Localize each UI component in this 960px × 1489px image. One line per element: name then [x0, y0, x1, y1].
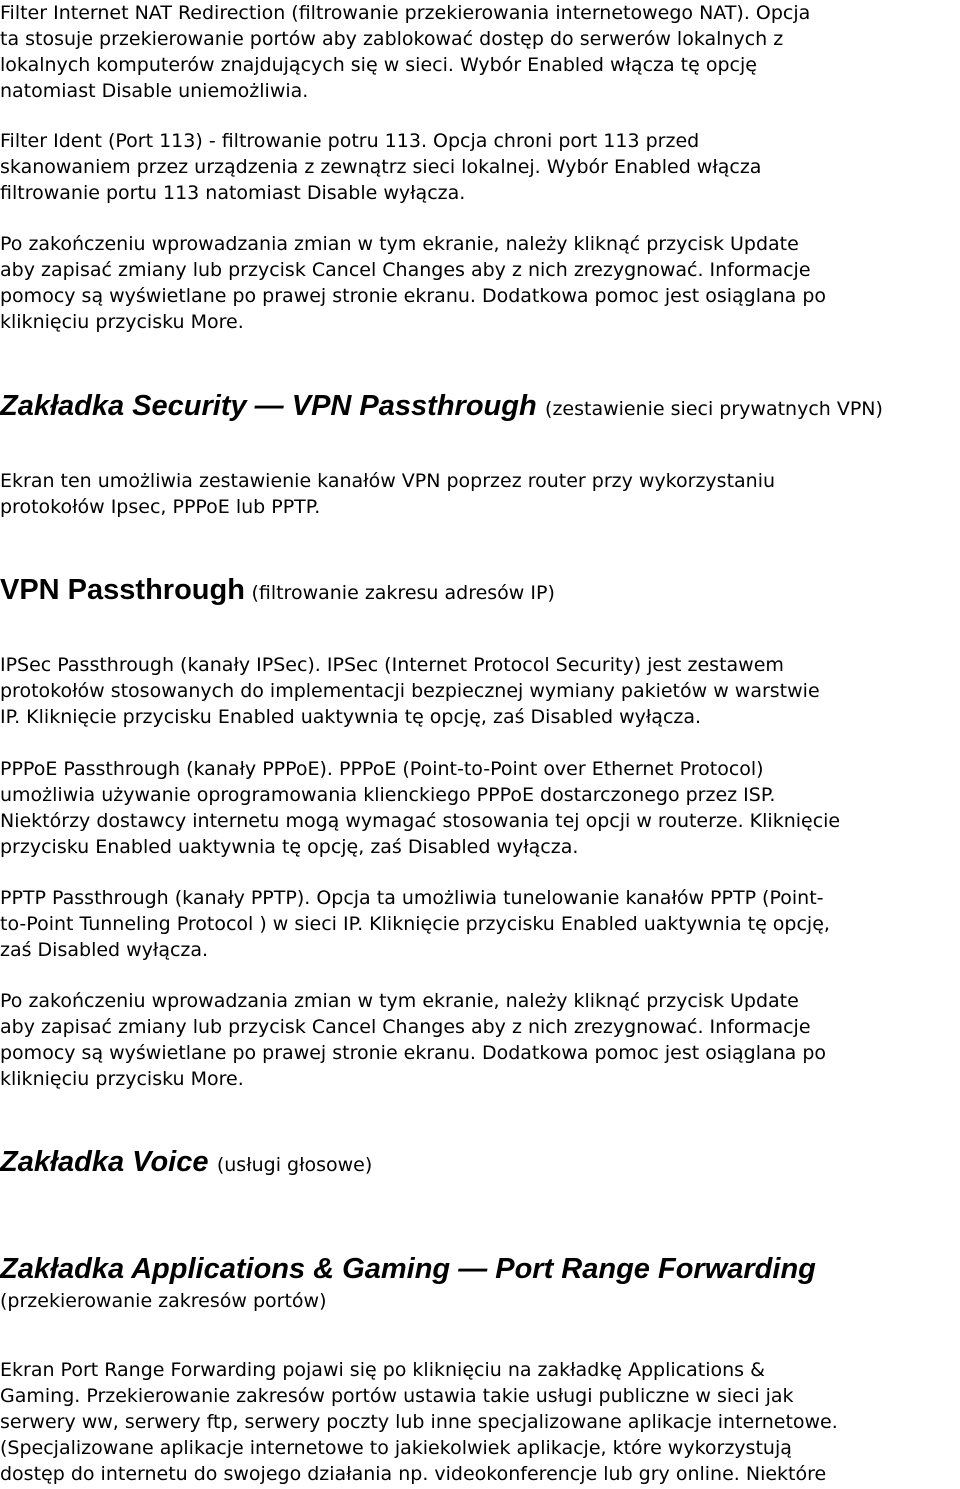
- section-heading-voice: [0, 1146, 372, 1179]
- text-line: Filter Ident (Port 113) - filtrowanie potru 113. Opcja chroni port 113 przed: [0, 130, 700, 152]
- text-line: serwery ww, serwery ftp, serwery poczty lub inne specjalizowane aplikacje internetowe.: [0, 1411, 838, 1433]
- text-line: Filter Internet NAT Redirection (filtrowanie przekierowania internetowego NAT). Opcja: [0, 2, 811, 24]
- text-line: aby zapisać zmiany lub przycisk Cancel Changes aby z nich zrezygnować. Informacje: [0, 1016, 811, 1038]
- text-line: dostęp do internetu do swojego działania np. videokonferencje lub gry online. Niektóre: [0, 1463, 827, 1485]
- text-line: Ekran Port Range Forwarding pojawi się po kliknięciu na zakładkę Applications &: [0, 1359, 765, 1381]
- text-line: IPSec Passthrough (kanały IPSec). IPSec (Internet Protocol Security) jest zestawem: [0, 654, 784, 676]
- port-range-paragraph: [0, 1357, 960, 1487]
- text-line: Ekran ten umożliwia zestawienie kanałów VPN poprzez router przy wykorzystaniu: [0, 470, 776, 492]
- text-line: IP. Kliknięcie przycisku Enabled uaktywnia tę opcję, zaś Disabled wyłącza.: [0, 706, 702, 728]
- ipsec-paragraph: [0, 652, 960, 730]
- text-line: lokalnych komputerów znajdujących się w sieci. Wybór Enabled włącza tę opcję: [0, 54, 757, 76]
- text-line: PPPoE Passthrough (kanały PPPoE). PPPoE (Point-to-Point over Ethernet Protocol): [0, 758, 764, 780]
- text-line: Po zakończeniu wprowadzania zmian w tym ekranie, należy kliknąć przycisk Update: [0, 233, 799, 255]
- text-line: PPTP Passthrough (kanały PPTP). Opcja ta umożliwia tunelowanie kanałów PPTP (Point-: [0, 887, 824, 909]
- text-line: protokołów Ipsec, PPPoE lub PPTP.: [0, 496, 321, 518]
- text-line: filtrowanie portu 113 natomiast Disable wyłącza.: [0, 182, 466, 204]
- heading-subtitle: (przekierowanie zakresów portów): [0, 1290, 327, 1312]
- text-line: skanowaniem przez urządzenia z zewnątrz sieci lokalnej. Wybór Enabled włącza: [0, 156, 762, 178]
- filter-nat-paragraph: [0, 0, 960, 104]
- text-line: Po zakończeniu wprowadzania zmian w tym ekranie, należy kliknąć przycisk Update: [0, 990, 799, 1012]
- filter-ident-paragraph: [0, 128, 960, 206]
- text-line: protokołów stosowanych do implementacji bezpiecznej wymiany pakietów w warstwie: [0, 680, 820, 702]
- text-line: umożliwia używanie oprogramowania klienckiego PPPoE dostarczonego przez ISP.: [0, 784, 776, 806]
- update-info-paragraph: [0, 231, 960, 335]
- text-line: ta stosuje przekierowanie portów aby zablokować dostęp do serwerów lokalnych z: [0, 28, 784, 50]
- text-line: Gaming. Przekierowanie zakresów portów ustawia takie usługi publiczne w sieci jak: [0, 1385, 794, 1407]
- text-line: pomocy są wyświetlane po prawej stronie ekranu. Dodatkowa pomoc jest osiąglana po: [0, 1042, 827, 1064]
- text-line: (Specjalizowane aplikacje internetowe to jakiekolwiek aplikacje, które wykorzystują: [0, 1437, 792, 1459]
- update-info-paragraph: [0, 988, 960, 1092]
- heading-title: Zakładka Applications & Gaming — Port Range Forwarding: [0, 1253, 816, 1285]
- text-line: Niektórzy dostawcy internetu mogą wymagać stosowania tej opcji w routerze. Kliknięcie: [0, 810, 841, 832]
- heading-subtitle: (usługi głosowe): [216, 1154, 373, 1176]
- text-line: to-Point Tunneling Protocol ) w sieci IP. Kliknięcie przycisku Enabled uaktywnia tę opcję,: [0, 913, 830, 935]
- text-line: kliknięciu przycisku More.: [0, 311, 244, 333]
- heading-title: Zakładka Voice: [0, 1146, 209, 1178]
- section-heading-security-vpn: [0, 390, 883, 423]
- heading-subtitle: (filtrowanie zakresu adresów IP): [251, 582, 555, 604]
- pptp-paragraph: [0, 885, 960, 963]
- text-line: natomiast Disable uniemożliwia.: [0, 80, 309, 102]
- text-line: przycisku Enabled uaktywnia tę opcję, zaś Disabled wyłącza.: [0, 836, 579, 858]
- section-heading-applications-gaming: [0, 1253, 816, 1312]
- heading-title: VPN Passthrough: [0, 574, 245, 606]
- text-line: pomocy są wyświetlane po prawej stronie ekranu. Dodatkowa pomoc jest osiąglana po: [0, 285, 827, 307]
- text-line: zaś Disabled wyłącza.: [0, 939, 209, 961]
- heading-subtitle: (zestawienie sieci prywatnych VPN): [545, 398, 883, 420]
- section-heading-vpn-passthrough: [0, 574, 555, 607]
- heading-title: Zakładka Security — VPN Passthrough: [0, 390, 537, 422]
- text-line: aby zapisać zmiany lub przycisk Cancel Changes aby z nich zrezygnować. Informacje: [0, 259, 811, 281]
- vpn-intro-paragraph: [0, 468, 960, 520]
- text-line: kliknięciu przycisku More.: [0, 1068, 244, 1090]
- pppoe-paragraph: [0, 756, 960, 860]
